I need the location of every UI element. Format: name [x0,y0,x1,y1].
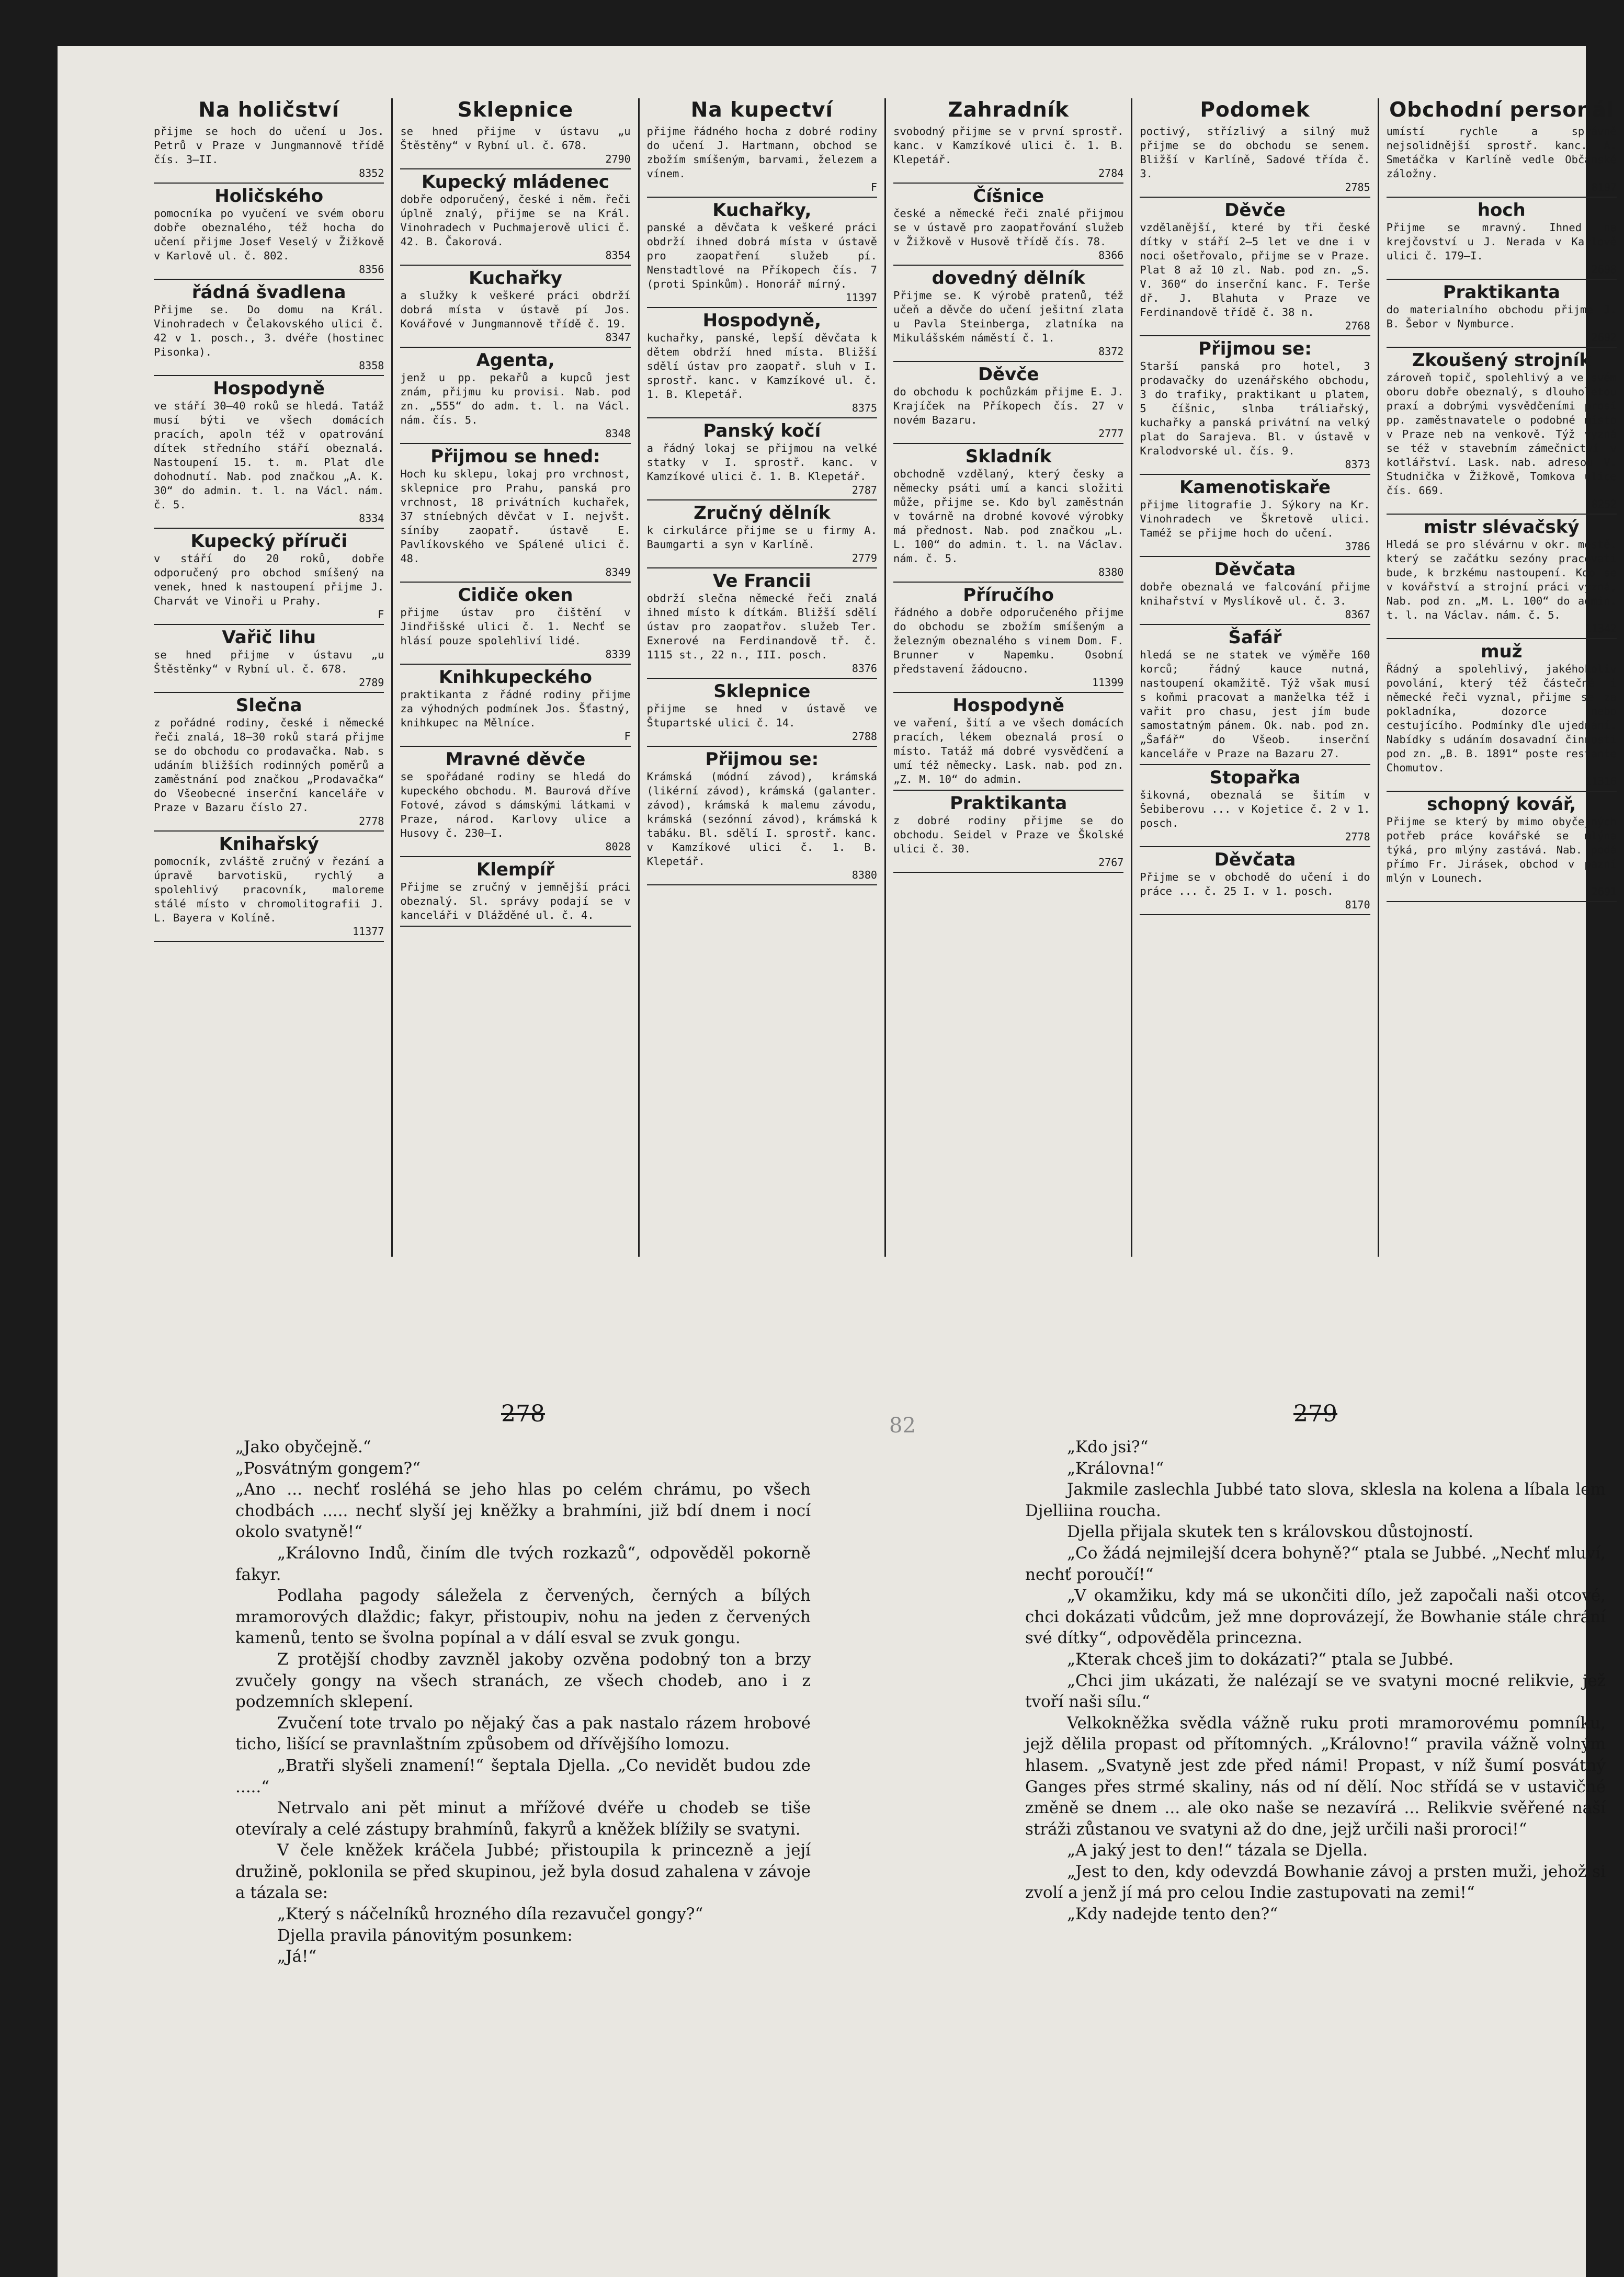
ad-number: 11397 [845,291,877,304]
ad-number: 11316 [1585,775,1617,788]
ad-body: Přijme se který by mimo obyčejných potřeb práce kovářské se mlýna týká, pro mlýny zastává. Nab. podá přímo Fr. Jirásek, obchod v pazní mlýn v Lounech. [1386,815,1617,884]
classified-ad [154,832,384,942]
classified-ad [400,266,630,348]
ad-column [1378,98,1624,1257]
classified-ad [1140,557,1370,625]
ad-title: Agenta, [476,350,555,371]
ad-number: 2768 [1345,320,1370,332]
ad-body: šikovná, obeznalá se šitím v Šebiberovu ... v Kojetice č. 2 v 1. posch. [1140,789,1370,829]
ad-number: F [624,730,631,743]
classified-ad [154,122,384,184]
ad-body: přijme litografie J. Sýkory na Kr. Vinohradech ve Škretově ulici. Taméž se přijme hoch do učení. [1140,498,1370,539]
ad-number: 8348 [605,427,631,440]
pencil-margin-note: 82 [889,1414,916,1438]
classified-ad [400,583,630,665]
column-heading: Obchodní personál [1389,98,1614,122]
classified-ad [1387,792,1617,902]
ad-body: obdrží slečna německé řeči znalá ihned místo k dítkám. Bližší sdělí ústav pro zaopatřov. služeb Ter. Exnerové na Ferdinandově tř. č. 1115 st., 22 n., III. posch. [646,592,877,661]
classified-ad [647,500,877,568]
ad-title: Stopařka [1209,767,1301,788]
ad-title: Skladník [965,446,1052,467]
ad-title: Přijmou se: [1198,338,1312,359]
story-paragraph: Velkokněžka svědla vážně ruku proti mramorovému pomníku, jejž dělila propast od přítomných. „Královno!“ pravila vážně volným hlasem. „Svatyně jest zde před námi! Propast, v níž šumí posvátný Ganges přes strmé skaliny, nás od ní dělí. Noc střídá se v ustavičné změně se dnem ... ale oko naše se nezavírá ... Relikvie svěřené naší stráži zůstanou ve svatyni až do dne, jejž určili naši proroci!“ [1025,1713,1606,1839]
story-paragraph: „Chci jim ukázati, že nalézají se ve svatyni mocné relikvie, jež tvoří naši sílu.“ [1025,1671,1606,1712]
classified-ad [893,693,1123,791]
classified-ad [400,747,630,857]
classified-ad [1387,515,1617,639]
story-paragraph: „Jako obyčejně.“ [235,1438,371,1456]
ad-number: 2785 [1345,181,1370,193]
ad-title: Číšnice [973,186,1044,207]
ad-number: 8356 [359,263,384,276]
ad-body: pomocník, zvláště zručný v řezání a úpravě barvotiskü, rychlý a spolehlivý pracovník, maloreme stálé místo v chromolitografii J. L. Bayera v Kolíně. [154,855,384,924]
ad-number: 2788 [851,730,877,743]
classified-ad [400,665,630,747]
ad-title: Děvče [1224,200,1286,221]
ad-body: umístí rychle a správně nejsolidnější sprostř. kanc. A. Smetáčka v Karlíně vedle Občanské záložny. [1386,125,1617,180]
classified-ad [1387,280,1617,348]
ad-body: Řádný a spolehlivý, jakéhokoliv povolání, který též částečně i německé řeči vyznal, přijme se za pokladníka, dozorce nebo cestujícího. Podmínky dle ujednání. Nabídky s udáním dosavadní činnosti pod zn. „B. B. 1891“ poste restante Chomutov. [1386,663,1617,774]
ad-column [1131,98,1377,1257]
ad-number: F [378,608,384,621]
ad-body: Starší panská pro hotel, 3 prodavačky do uzenářského obchodu, 3 do trafiky, praktikant u platem, 5 číšnic, slnba tráliařský, kuchařky a panská privátní na velký plat do Sarajeva. Bl. v ústavě v Kralodvorské ul. čís. 9. [1140,360,1370,457]
classified-ad [1140,625,1370,765]
ad-number: 8375 [851,402,877,414]
ad-column [391,98,638,1257]
ad-column [146,98,391,1257]
ad-title: Zručný dělník [694,503,831,523]
ad-body: panské a děvčata k veškeré práci obdrží ihned dobrá místa v ústavě pro zaopatření služeb pí. Nenstadtlové na Příkopech čís. 7 (proti Spinkům). Honorář mírný. [646,221,877,290]
story-paragraph: Z protější chodby zavzněl jakoby ozvěna podobný ton a brzy zvučely gongy na všech stranách, ze všech chodeb, ano i z podzemních sklepení. [235,1649,811,1712]
ad-body: a služky k veškeré práci obdrží dobrá místa v ústavě pí Jos. Kovářové v Jungmannově třídě č. 19. [400,289,631,330]
classified-ads-section [146,98,1624,1257]
ad-column [884,98,1131,1257]
story-paragraph: „Ano ... nechť rosléhá se jeho hlas po celém chrámu, po všech chodbách ..... nechť slyší jej kněžky a brahmíni, již bdí dnem i nocí okolo svatyně!“ [235,1480,811,1542]
ad-number: 11399 [1092,676,1124,689]
ad-title: Děvčata [1214,849,1296,870]
ad-title: mistr slévačský [1424,517,1580,538]
story-paragraph: Djella pravila pánovitým posunkem: [277,1926,573,1945]
left-page-number: 278 [501,1401,545,1427]
ad-title: Klempíř [476,859,555,880]
classified-ad [154,625,384,693]
ad-title: Vařič lihu [222,627,316,648]
ad-number: 2778 [1345,830,1370,843]
ad-number: 2691 [1591,885,1617,898]
ad-number: 8349 [605,566,631,578]
story-paragraph: Djella přijala skutek ten s královskou důstojností. [1067,1522,1473,1542]
ad-body: pomocníka po vyučení ve svém oboru dobře obeznalého, též hocha do učení přijme Josef Veselý v Žižkově v Karlově ul. č. 802. [154,207,384,262]
ad-title: Cidiče oken [458,585,573,606]
classified-ad [893,444,1123,583]
ad-title: Hospodyně [213,378,325,399]
ad-number: 2784 [1098,167,1124,179]
ad-title: Kupecký mládenec [422,172,609,192]
right-page-number: 279 [1293,1401,1337,1427]
ad-title: Přijmou se hned: [430,446,600,467]
ad-number: 2787 [851,484,877,496]
ad-number: 8354 [605,249,631,261]
ad-title: Praktikanta [1443,282,1560,303]
ad-number: 8380 [851,869,877,881]
ad-title: dovedný dělník [932,268,1085,289]
ad-title: hoch [1477,200,1526,221]
classified-ad [400,122,630,169]
ad-number: 2790 [605,153,631,165]
ad-number: 2767 [1098,856,1124,869]
classified-ad [893,184,1123,266]
column-heading: Na kupectví [690,98,833,122]
story-paragraph: „Královno Indů, činím dle tvých rozkazů“, odpověděl pokorně fakyr. [235,1543,811,1584]
classified-ad [647,747,877,885]
classified-ad [1140,336,1370,475]
ad-title: Děvče [978,364,1039,385]
classified-ad [647,679,877,747]
story-paragraph: Jakmile zaslechla Jubbé tato slova, sklesla na kolena a líbala lem Djelliina roucha. [1025,1480,1606,1520]
classified-ad [893,362,1123,444]
ad-body: z pořádné rodiny, české i německé řeči znalá, 18—30 roků stará přijme se do obchodu co prodavačka. Nab. s udáním bližších rodinných poměrů a zaměstnání pod značkou „Prodavačka“ do Všeobecné inserční kanceláře v Praze v Bazaru číslo 27. [154,716,384,814]
ad-body: se hned přijme v ústavu „u Štěstěny“ v Rybní ul. č. 678. [400,125,631,152]
classified-ad [154,376,384,529]
ad-number: 8339 [605,648,631,661]
ad-body: hledá se ne statek ve výměře 160 korců; řádný kauce nutná, nastoupení okamžitě. Týž však musí s koňmi pracovat a manželka též i vařit pro chasu, jest jím bude samostatným pánem. Ok. nab. pod zn. „Šafář“ do Všeob. inserční kanceláře v Praze na Bazaru 27. [1140,648,1370,760]
classified-ad [154,693,384,832]
ad-number: 2789 [359,676,384,689]
ad-title: Kupecký příruči [190,531,347,552]
ad-title: Holičského [214,186,324,207]
classified-ad [1140,475,1370,557]
ad-title: Zkoušený strojník [1412,350,1591,371]
ad-title: Sklepnice [713,681,811,702]
ad-body: Hledá se pro slévárnu v okr. městě. který se začátku sezóny pracovati bude, k brzkému nastoupení. Kdo se v kovářství a strojní práci vyzná, Nab. pod zn. „M. L. 100“ do admin. t. l. na Václav. nám. č. 5. [1386,538,1617,621]
ad-body: dobře obeznalá ve falcování přijme knihařství v Myslíkově ul. č. 3. [1140,580,1370,607]
ad-title: Ve Francii [712,571,811,591]
ad-title: Kamenotiskaře [1179,477,1331,498]
ad-body: poctivý, střízlivý a silný muž přijme se do obchodu se senem. Bližší v Karlíně, Sadové třída č. 3. [1140,125,1370,180]
classified-ad [154,184,384,280]
left-page-text [235,1437,811,1967]
story-paragraph: „Který s náčelníků hrozného díla rezavučel gongy?“ [277,1905,703,1924]
ad-number: 8170 [1345,898,1370,911]
classified-ad [154,529,384,625]
story-paragraph: „Bratři slyšeli znamení!“ šeptala Djella. „Co nevidět budou zde .....“ [235,1756,811,1796]
story-paragraph: V čele kněžek kráčela Jubbé; přistoupila k princezně a její družině, poklonila se před skupinou, jež byla dosud zahalena v závoje a tázala se: [235,1841,811,1903]
column-heading: Na holičství [198,98,339,122]
ad-number: 8352 [359,167,384,179]
ad-number: 2698 [1591,263,1617,276]
classified-ad [893,791,1123,873]
ad-body: české a německé řeči znalé přijmou se v ústavě pro zaopatřování služeb v Žižkově v Husově třídě čís. 78. [893,207,1124,248]
ad-number: 2779 [851,552,877,564]
ad-body: kuchařky, panské, lepší děvčata k dětem obdrží hned místa. Bližší sdělí ústav pro zaopatř. sluh v I. sprostř. kanc. v Kamzíkové ul. č. 1. B. Klepetář. [646,332,877,401]
ad-title: Kuchařky, [712,200,812,221]
ad-title: Kuchařky [469,268,562,289]
ad-body: zároveň topič, spolehlivý a ve svém oboru dobře obeznalý, s dlouholetou praxí a dobrými vysvědčeními prosí pp. zaměstnavatele o podobné místo v Praze neb na venkově. Týž vyzná se též v stavebním zámečnictví v kotlářství. Lask. nab. adresou V. Studnička v Žižkově, Tomkova ulice čís. 669. [1386,371,1617,497]
ad-number: 3786 [1345,540,1370,553]
ad-number: 8358 [359,359,384,372]
ad-title: Děvčata [1214,559,1296,580]
story-paragraph: „Já!“ [277,1947,317,1966]
ad-title: Slečna [235,695,302,716]
ad-body: vzdělanější, které by tři české dítky v stáří 2—5 let ve dne i v noci ošetřovalo, přijme se v Praze. Plat 8 až 10 zl. Nab. pod zn. „S. V. 360“ do inserční kanc. F. Terše dř. J. Blahuta v Praze ve Ferdinandově třídě č. 38 n. [1140,221,1370,318]
classified-ad [1140,765,1370,847]
ad-title: Mravné děvče [445,749,586,770]
ad-title: Příručího [963,585,1054,606]
ad-number: F [870,181,877,193]
ad-number: 8367 [1345,608,1370,621]
classified-ad [1387,122,1617,198]
classified-ad [1140,847,1370,915]
ad-title: Knihkupeckého [438,667,593,688]
ad-body: do materialního obchodu přijme J. B. Šebor v Nymburce. [1386,303,1617,330]
ad-title: řádná švadlena [191,282,346,303]
ad-title: schopný kovář, [1427,794,1576,815]
classified-ad [400,857,630,927]
ad-body: Přijme se v obchodě do učení i do práce ... č. 25 I. v 1. posch. [1140,871,1370,897]
ad-title: Praktikanta [950,793,1067,814]
classified-ad [893,583,1123,693]
ad-body: přijme ústav pro čištění v Jindřišské ulici č. 1. Nechť se hlásí pouze spolehliví lidé. [400,606,631,647]
ad-body: ve vaření, šití a ve všech domácích pracích, lékem obeznalá prosí o místo. Tatáž má dobré vysvědčení a umí též německy. Lask. nab. pod zn. „Z. M. 10“ do admin. [893,716,1124,785]
ad-title: Panský kočí [703,420,821,441]
ad-body: se hned přijme v ústavu „u Štěstěnky“ v Rybní ul. č. 678. [154,648,384,675]
story-paragraph: „Kterak chceš jim to dokázati?“ ptala se Jubbé. [1067,1649,1454,1669]
ad-body: z dobré rodiny přijme se do obchodu. Seidel v Praze ve Školské ulici č. 30. [893,814,1124,855]
classified-ad [647,568,877,679]
ad-body: obchodně vzdělaný, který česky a německy psáti umí a kanci složiti může, přijme se. Kdo byl zaměstnán v továrně na drobné kovové výrobky má přednost. Nab. pod značkou „L. L. 100“ do admin. t. l. na Václav. nám. č. 5. [893,468,1124,565]
ad-body: Přijme se. Do domu na Král. Vinohradech v Čelakovského ulici č. 42 v 1. posch., 3. dvéře (hostinec Pisonka). [154,303,384,358]
story-paragraph: Zvučení tote trvalo po nějaký čas a pak nastalo rázem hrobové ticho, lišící se pravnlaštním způsobem od dřívějšího lomozu. [235,1713,811,1754]
story-paragraph: „Jest to den, kdy odevzdá Bowhanie závoj a prsten muži, jehož si zvolí a jenž jí má pro celou Indie zastupovati na zemi!“ [1025,1862,1606,1903]
ad-body: Přijme se mravný. Ihned na krejčovství u J. Nerada v Karlově ulici č. 179—I. [1386,221,1617,262]
classified-ad [400,348,630,444]
ad-number: 2692 [1591,331,1617,344]
story-paragraph: „Posvátným gongem?“ [235,1459,421,1478]
ad-body: Krámská (módní závod), krámská (likérní závod), krámská (galanter. závod), krámská k malemu závodu, krámská (sezónní závod), krámská k tabáku. Bl. sdělí I. sprostř. kanc. v Kamzíkové ulici č. 1. B. Klepetář. [646,770,877,868]
ad-number: 2777 [1098,427,1124,440]
ad-body: ve stáří 30—40 roků se hledá. Tatáž musí býti ve všech domácích pracích, apoln též v opatrování dítek středního stáří obeznalá. Nastoupení 15. t. m. Plat dle dohodnutí. Nab. pod značkou „A. K. 30“ do admin. t. l. na Václ. nám. č. 5. [154,400,384,511]
ad-title: Hospodyně [952,695,1064,716]
ad-title: Přijmou se: [705,749,819,770]
right-page [1025,1401,1606,1925]
story-paragraph: „Kdo jsi?“ [1067,1438,1149,1456]
ad-body: řádného a dobře odporučeného přijme do obchodu se zbožím smíšeným a železným obeznalého s vinem Dom. F. Brunner v Napemku. Osobní představení žádoucno. [893,606,1124,675]
ad-body: k cirkulárce přijme se u firmy A. Baumgarti a syn v Karlíně. [646,524,877,551]
classified-ad [1387,639,1617,792]
ad-number: 2778 [359,815,384,827]
ad-number: 8197 [1591,181,1617,193]
ad-body: Hoch ku sklepu, lokaj pro vrchnost, sklepnice pro Prahu, panská pro vrchnost, 18 privátních kuchařek, 37 stníebných děvčat v I. nejvšt. síníby zaopatř. ústavě E. Pavlíkovského ve Spálené ulici č. 48. [400,468,631,565]
column-heading: Zahradník [948,98,1070,122]
story-paragraph: Podlaha pagody sáležela z červených, černých a bílých mramorových dlaždic; fakyr, přistoupiv, nohu na jeden z červených kamenů, tento se švolna popínal a v dálí esval se zvuk gongu. [235,1586,811,1648]
column-heading: Podomek [1200,98,1310,122]
ad-body: Přijme se. K výrobě pratenů, též učeň a děvče do učení ješitní zlata u Pavla Steinberga, zlatníka na Mikulášském náměstí č. 1. [893,289,1124,344]
ad-title: muž [1481,641,1523,662]
ad-number: 8373 [1345,458,1370,471]
story-paragraph: „Co žádá nejmilejší dcera bohyně?“ ptala se Jubbé. „Nechť mluví, nechť poroučí!“ [1025,1543,1606,1584]
ad-body: dobře odporučený, české i něm. řeči úplně znalý, přijme se na Král. Vinohradech v Puchmajerově ulici č. 42. B. Čakorová. [400,193,631,248]
ad-number: 8366 [1098,249,1124,261]
story-paragraph: Netrvalo ani pět minut a mřížové dvéře u chodeb se tiše otevíraly a celé zástupy brahmínů, fakyrů a kněžek blížily se svatyni. [235,1798,811,1839]
classified-ad [400,169,630,266]
ad-title: Šafář [1228,627,1282,648]
ad-body: přijme řádného hocha z dobré rodiny do učení J. Hartmann, obchod se zbožím smíšeným, barvami, železem a vínem. [646,125,877,180]
classified-ad [1140,122,1370,198]
newspaper-sheet [58,46,1617,2277]
classified-ad [1387,348,1617,515]
left-page [235,1401,811,1967]
classified-ad [647,308,877,418]
ad-body: svobodný přijme se v první sprostř. kanc. v Kamzíkové ulici č. 1. B. Klepetář. [893,125,1124,166]
classified-ad [647,122,877,198]
right-page-text [1025,1437,1606,1925]
story-paragraph: „V okamžiku, kdy má se ukončiti dílo, jež započali naši otcové, chci dokázati vůdcům, jež mne doprovázejí, že Bowhanie stále chrání své dítky“, odpověděla princezna. [1025,1586,1606,1648]
ad-number: 8347 [605,331,631,344]
ad-number: 8376 [851,662,877,675]
classified-ad [400,444,630,583]
column-heading: Sklepnice [457,98,574,122]
ad-number: 8252 [1591,498,1617,510]
classified-ad [1387,198,1617,280]
ad-title: Knihařský [219,834,319,855]
ad-body: v stáří do 20 roků, dobře odporučený pro obchod smíšený na venek, hned k nastoupení přijme J. Charvát ve Vinoři u Prahy. [154,552,384,607]
ad-column [638,98,884,1257]
ad-body: praktikanta z řádné rodiny přijme za výhodných podmínek Jos. Šťastný, knihkupec na Mělníce. [400,688,631,729]
ad-body: jenž u pp. pekařů a kupců jest znám, přijmu ku provisi. Nab. pod zn. „555“ do adm. t. l. na Václ. nám. čís. 5. [400,371,631,426]
ad-body: se spořádané rodiny se hledá do kupeckého obchodu. M. Baurová dříve Fotové, závod s dámskými látkami v Praze, národ. Karlovy ulice a Husovy č. 230—I. [400,770,631,839]
ad-number: 8334 [359,512,384,525]
ad-body: do obchodu k pochůzkám přijme E. J. Krajíček na Příkopech čís. 27 v novém Bazaru. [893,385,1124,426]
ad-body: a řádný lokaj se přijmou na velké statky v I. sprostř. kanc. v Kamzíkové ulici č. 1. B. Klepetář. [646,442,877,483]
ad-number: 8372 [1098,345,1124,358]
classified-ad [893,122,1123,184]
classified-ad [647,418,877,500]
classified-ad [1140,198,1370,336]
classified-ad [154,280,384,376]
ad-number: 8028 [605,840,631,853]
ad-body: přijme se hned v ústavě ve Štupartské ulici č. 14. [646,702,877,729]
story-paragraph: „Kdy nadejde tento den?“ [1067,1905,1278,1924]
ad-body: Přijme se zručný v jemnější práci obeznalý. Sl. správy podají se v kanceláři v Dlážděné ul. č. 4. [400,881,631,921]
classified-ad [893,266,1123,362]
ad-number: 11342 [1585,622,1617,635]
story-paragraph: „A jaký jest to den!“ tázala se Djella. [1067,1841,1368,1860]
ad-body: přijme se hoch do učení u Jos. Petrů v Praze v Jungmannově třídě čís. 3—II. [154,125,384,166]
classified-ad [647,198,877,308]
ad-number: 11377 [353,925,384,938]
story-paragraph: „Královna!“ [1067,1459,1164,1478]
ad-number: 8380 [1098,566,1124,578]
ad-title: Hospodyně, [702,310,822,331]
